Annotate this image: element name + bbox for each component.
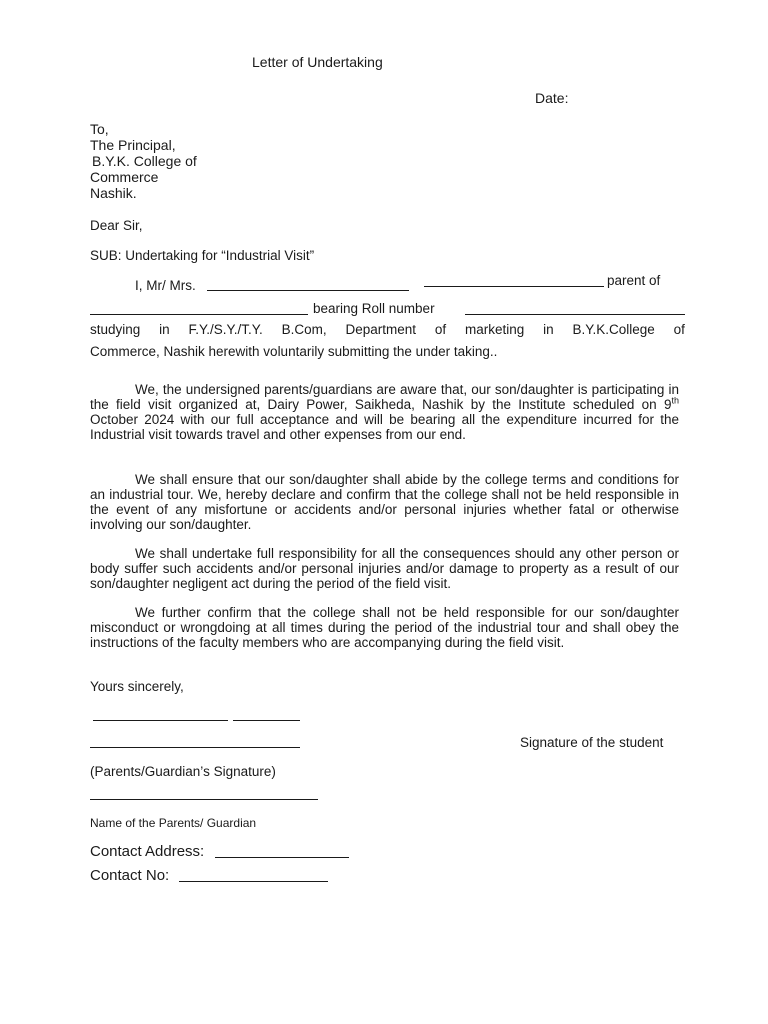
studying-word: of: [434, 322, 447, 337]
salutation: Dear Sir,: [90, 218, 143, 233]
p1-text-a: We, the undersigned parents/guardians are aware that, our son/daughter is participating in the field visit organized at, Dairy Power, Saikheda, Nashik by the Institute scheduled on 9: [90, 382, 679, 412]
signature-blank-1a[interactable]: [93, 720, 228, 721]
p2-text: We shall ensure that our son/daughter shall abide by the college terms and conditions for an industrial tour. We, hereby declare and confirm that the college shall not be held responsible in the event of any misfortune or accidents and/or personal injuries whether fatal or otherwise involving our son/daughter.: [90, 472, 679, 532]
studying-word: studying: [90, 322, 141, 337]
date-label: Date:: [535, 90, 569, 106]
closing: Yours sincerely,: [90, 679, 184, 694]
paragraph-2: [90, 472, 679, 532]
recipient-address: [90, 121, 197, 201]
p4-text: We further confirm that the college shall not be held responsible for our son/daughter misconduct or wrongdoing at all times during the period of the industrial tour and shall obey the instructions of the faculty members who are accompanying during the field visit.: [90, 605, 679, 650]
contact-no-label: Contact No:: [90, 867, 170, 884]
p1-text-b: October 2024 with our full acceptance and will be bearing all the expenditure incurred for the Industrial visit towards travel and other expenses from our end.: [90, 412, 679, 442]
student-name-blank[interactable]: [207, 290, 409, 291]
studying-word: F.Y./S.Y./T.Y.: [188, 322, 263, 337]
address-line-1: The Principal,: [90, 137, 176, 153]
commerce-line: Commerce, Nashik herewith voluntarily submitting the under taking..: [90, 344, 498, 359]
studying-word: marketing: [465, 322, 525, 337]
signature-blank-1b[interactable]: [233, 720, 300, 721]
parents-name-blank[interactable]: [90, 799, 318, 800]
letter-title: Letter of Undertaking: [252, 54, 383, 70]
studying-word: in: [159, 322, 170, 337]
studying-word: B.Com,: [281, 322, 327, 337]
studying-word: in: [543, 322, 554, 337]
parents-name-label: Name of the Parents/ Guardian: [90, 816, 257, 830]
address-line-2: B.Y.K. College of: [92, 153, 197, 169]
paragraph-3: [90, 546, 679, 591]
subject-line: SUB: Undertaking for “Industrial Visit”: [90, 248, 315, 263]
parent-of-label: parent of: [607, 273, 661, 288]
bearing-roll-label: bearing Roll number: [313, 301, 435, 316]
signature-blank-2[interactable]: [90, 747, 300, 748]
parent-name-blank[interactable]: [90, 314, 308, 315]
studying-word: of: [673, 322, 685, 337]
address-line-4: Nashik.: [90, 185, 137, 201]
student-signature-label: Signature of the student: [520, 735, 664, 750]
parents-signature-label: (Parents/Guardian’s Signature): [90, 764, 276, 779]
student-name-blank-2[interactable]: [424, 286, 604, 287]
paragraph-1: [90, 382, 679, 442]
p3-text: We shall undertake full responsibility for all the consequences should any other person or body suffer such accidents and/or personal injuries and/or damage to property as a result of our son/daughter negligent act during the period of the field visit.: [90, 546, 679, 591]
address-to: To,: [90, 121, 109, 137]
contact-address-label: Contact Address:: [90, 843, 205, 860]
p1-superscript: th: [671, 395, 679, 406]
intro-name-label: I, Mr/ Mrs.: [135, 278, 196, 293]
studying-word: B.Y.K.College: [572, 322, 655, 337]
contact-address-blank[interactable]: [215, 857, 349, 858]
address-line-3: Commerce: [90, 169, 159, 185]
paragraph-4: [90, 605, 679, 650]
roll-number-blank[interactable]: [465, 314, 685, 315]
studying-word: Department: [345, 322, 417, 337]
studying-line: [90, 322, 685, 338]
contact-no-blank[interactable]: [179, 881, 328, 882]
